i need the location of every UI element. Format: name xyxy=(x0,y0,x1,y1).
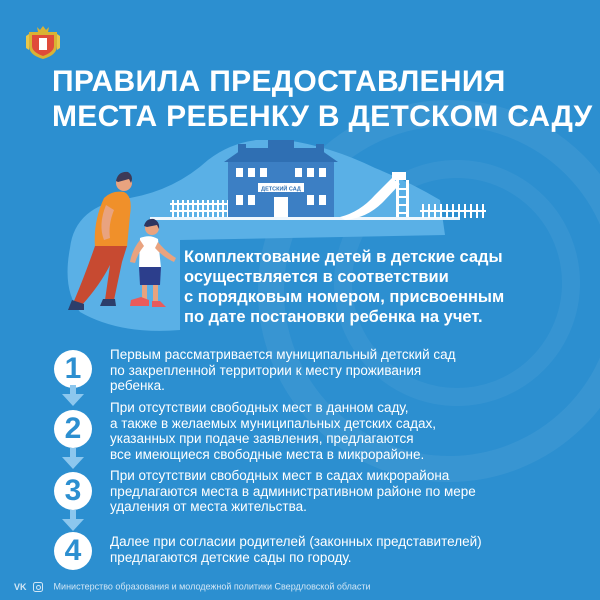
intro-line: Комплектование детей в детские сады xyxy=(184,248,503,266)
step-text-line: указанных при подаче заявления, предлагаются xyxy=(110,431,414,446)
step-number-badge: 4 xyxy=(54,532,92,570)
step-text-line: При отсутствии свободных мест в данном саду, xyxy=(110,400,409,415)
step-text xyxy=(110,400,436,462)
intro-text xyxy=(184,247,584,327)
page-title xyxy=(52,64,593,134)
step-number-badge: 2 xyxy=(54,410,92,448)
arrow-down-icon xyxy=(60,385,86,407)
arrow-down-icon xyxy=(60,510,86,532)
arrow-down-icon xyxy=(60,448,86,470)
step-text xyxy=(110,468,476,515)
right-fence xyxy=(420,204,486,218)
intro-line: по дате постановки ребенка на учет. xyxy=(184,308,483,326)
step-number-badge: 1 xyxy=(54,350,92,388)
title-line: МЕСТА РЕБЕНКУ В ДЕТСКОМ САДУ xyxy=(52,100,593,133)
footer-ministry-text: Министерство образования и молодежной политики Свердловской области xyxy=(53,581,371,592)
instagram-icon[interactable] xyxy=(33,582,43,592)
step-text-line: При отсутствии свободных мест в садах микрорайона xyxy=(110,468,450,483)
step-text xyxy=(110,347,456,394)
intro-line: с порядковым номером, присвоенным xyxy=(184,288,505,306)
step-number-badge: 3 xyxy=(54,472,92,510)
step-text xyxy=(110,534,482,565)
step-text-line: по закрепленной территории к месту проживания xyxy=(110,362,422,378)
kindergarten-building xyxy=(224,140,338,217)
title-line: ПРАВИЛА ПРЕДОСТАВЛЕНИЯ xyxy=(52,65,506,98)
building-sign: ДЕТСКИЙ САД xyxy=(261,186,301,193)
ground-line xyxy=(150,217,460,220)
step-text-line: ребенка. xyxy=(110,378,165,393)
step-text-line: а также в желаемых муниципальных детских садах, xyxy=(110,415,437,431)
coat-of-arms-icon xyxy=(23,24,63,60)
step-text-line: предлагаются детские сады по городу. xyxy=(110,549,352,565)
footer xyxy=(14,578,371,594)
step-text-line: Первым рассматривается муниципальный детский сад xyxy=(110,347,456,362)
vk-icon[interactable]: VK xyxy=(14,581,27,592)
step-text-line: все имеющиеся свободные места в микрорайоне. xyxy=(110,446,425,462)
step-text-line: Далее при согласии родителей (законных представителей) xyxy=(110,534,482,549)
step-text-line: предлагаются места в административном районе по мере xyxy=(110,483,476,499)
step-text-line: удаления от места жительства. xyxy=(110,499,307,514)
intro-line: осуществляется в соответствии xyxy=(184,268,449,286)
